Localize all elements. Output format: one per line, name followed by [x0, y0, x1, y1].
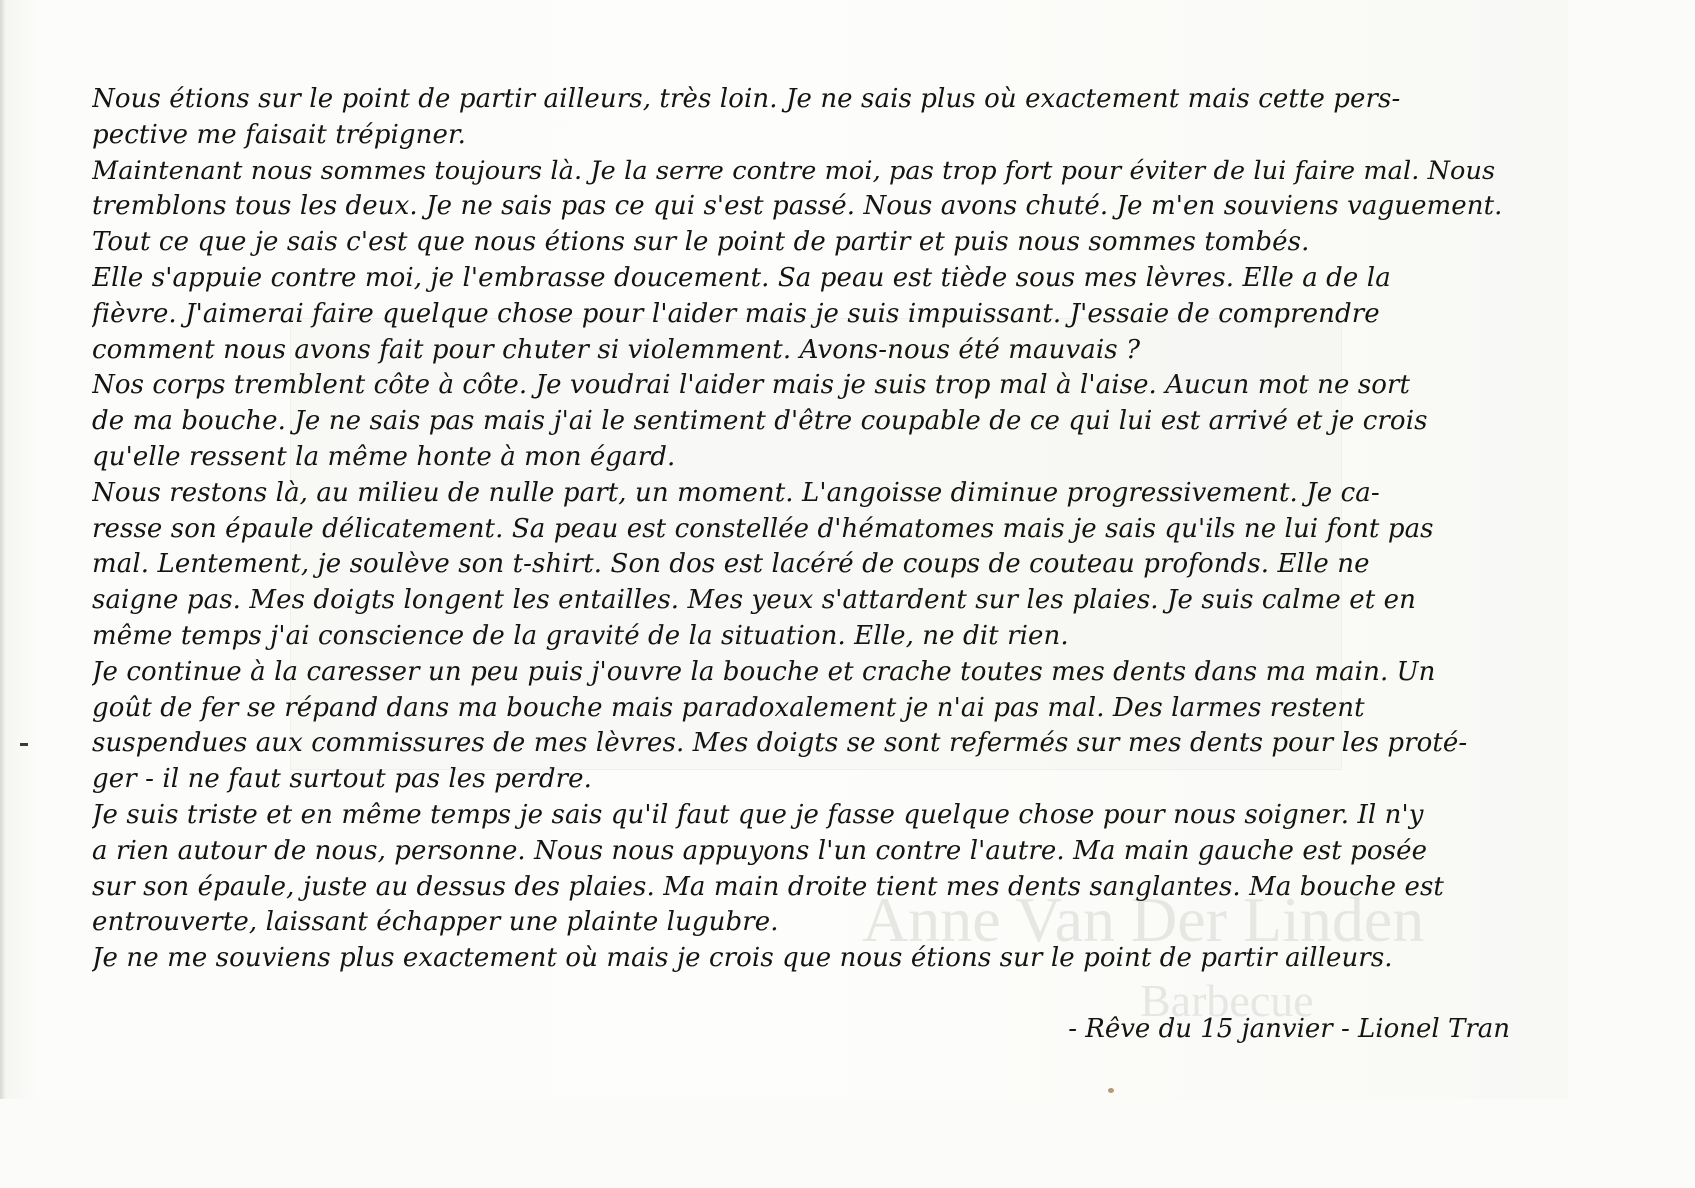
text-line: fièvre. J'aimerai faire quelque chose pour l'aider mais je suis impuissant. J'essaie de comprendre	[92, 298, 1380, 329]
text-line: resse son épaule délicatement. Sa peau est constellée d'hématomes mais je sais qu'ils ne lui font pas	[92, 513, 1434, 544]
paper-speck	[1108, 1088, 1114, 1093]
text-line: saigne pas. Mes doigts longent les entailles. Mes yeux s'attardent sur les plaies. Je suis calme et en	[92, 585, 1416, 616]
margin-mark	[20, 743, 28, 746]
text-line: qu'elle ressent la même honte à mon égard.	[92, 441, 676, 472]
text-line: Je ne me souviens plus exactement où mais je crois que nous étions sur le point de partir ailleurs.	[92, 943, 1393, 974]
text-line: sur son épaule, juste au dessus des plaies. Ma main droite tient mes dents sanglantes. Ma bouche est	[92, 871, 1444, 902]
signature: - Rêve du 15 janvier - Lionel Tran	[1068, 1014, 1510, 1044]
text-line: Maintenant nous sommes toujours là. Je la serre contre moi, pas trop fort pour éviter de lui faire mal. Nous	[92, 155, 1496, 186]
paragraph	[92, 798, 1512, 941]
text-line: tremblons tous les deux. Je ne sais pas ce qui s'est passé. Nous avons chuté. Je m'en souviens vaguement.	[92, 191, 1503, 222]
paragraph	[92, 82, 1512, 154]
text-line: Elle s'appuie contre moi, je l'embrasse doucement. Sa peau est tiède sous mes lèvres. Elle a de la	[92, 262, 1391, 293]
text-line: Je continue à la caresser un peu puis j'ouvre la bouche et crache toutes mes dents dans ma main. Un	[92, 656, 1436, 687]
dream-text	[92, 82, 1512, 977]
text-line: a rien autour de nous, personne. Nous nous appuyons l'un contre l'autre. Ma main gauche est posée	[92, 835, 1428, 866]
text-line: Nous étions sur le point de partir ailleurs, très loin. Je ne sais plus où exactement mais cette pers-	[92, 84, 1401, 114]
text-line: ger - il ne faut surtout pas les perdre.	[92, 764, 592, 795]
paragraph	[92, 261, 1512, 368]
page-edge-shadow	[0, 0, 6, 1099]
text-line: Je suis triste et en même temps je sais qu'il faut que je fasse quelque chose pour nous soigner. Il n'y	[92, 799, 1424, 830]
paragraph	[92, 941, 1512, 977]
text-line: suspendues aux commissures de mes lèvres. Mes doigts se sont refermés sur mes dents pour les proté-	[92, 728, 1468, 759]
bleed-through-text: Barbecue	[1140, 975, 1314, 1026]
text-line: Nos corps tremblent côte à côte. Je voudrai l'aider mais je suis trop mal à l'aise. Aucun mot ne sort	[92, 370, 1411, 401]
text-line: de ma bouche. Je ne sais pas mais j'ai le sentiment d'être coupable de ce qui lui est arrivé et je crois	[92, 406, 1428, 437]
paragraph	[92, 154, 1512, 261]
paragraph	[92, 655, 1512, 798]
text-line: mal. Lentement, je soulève son t-shirt. Son dos est lacéré de coups de couteau profonds. Elle ne	[92, 549, 1370, 580]
text-line: pective me faisait trépigner.	[92, 119, 467, 150]
text-line: comment nous avons fait pour chuter si violemment. Avons-nous été mauvais ?	[92, 334, 1141, 365]
text-line: Tout ce que je sais c'est que nous étions sur le point de partir et puis nous sommes tombés.	[92, 227, 1310, 258]
bleed-through-text: Anne Van Der Linden	[862, 884, 1425, 955]
paragraph	[92, 368, 1512, 475]
text-line: entrouverte, laissant échapper une plainte lugubre.	[92, 907, 779, 938]
text-line: Nous restons là, au milieu de nulle part, un moment. L'angoisse diminue progressivement. Je ca-	[92, 477, 1380, 508]
text-line: goût de fer se répand dans ma bouche mais paradoxalement je n'ai pas mal. Des larmes restent	[92, 692, 1365, 723]
text-line: même temps j'ai conscience de la gravité de la situation. Elle, ne dit rien.	[92, 620, 1069, 651]
paragraph	[92, 476, 1512, 655]
